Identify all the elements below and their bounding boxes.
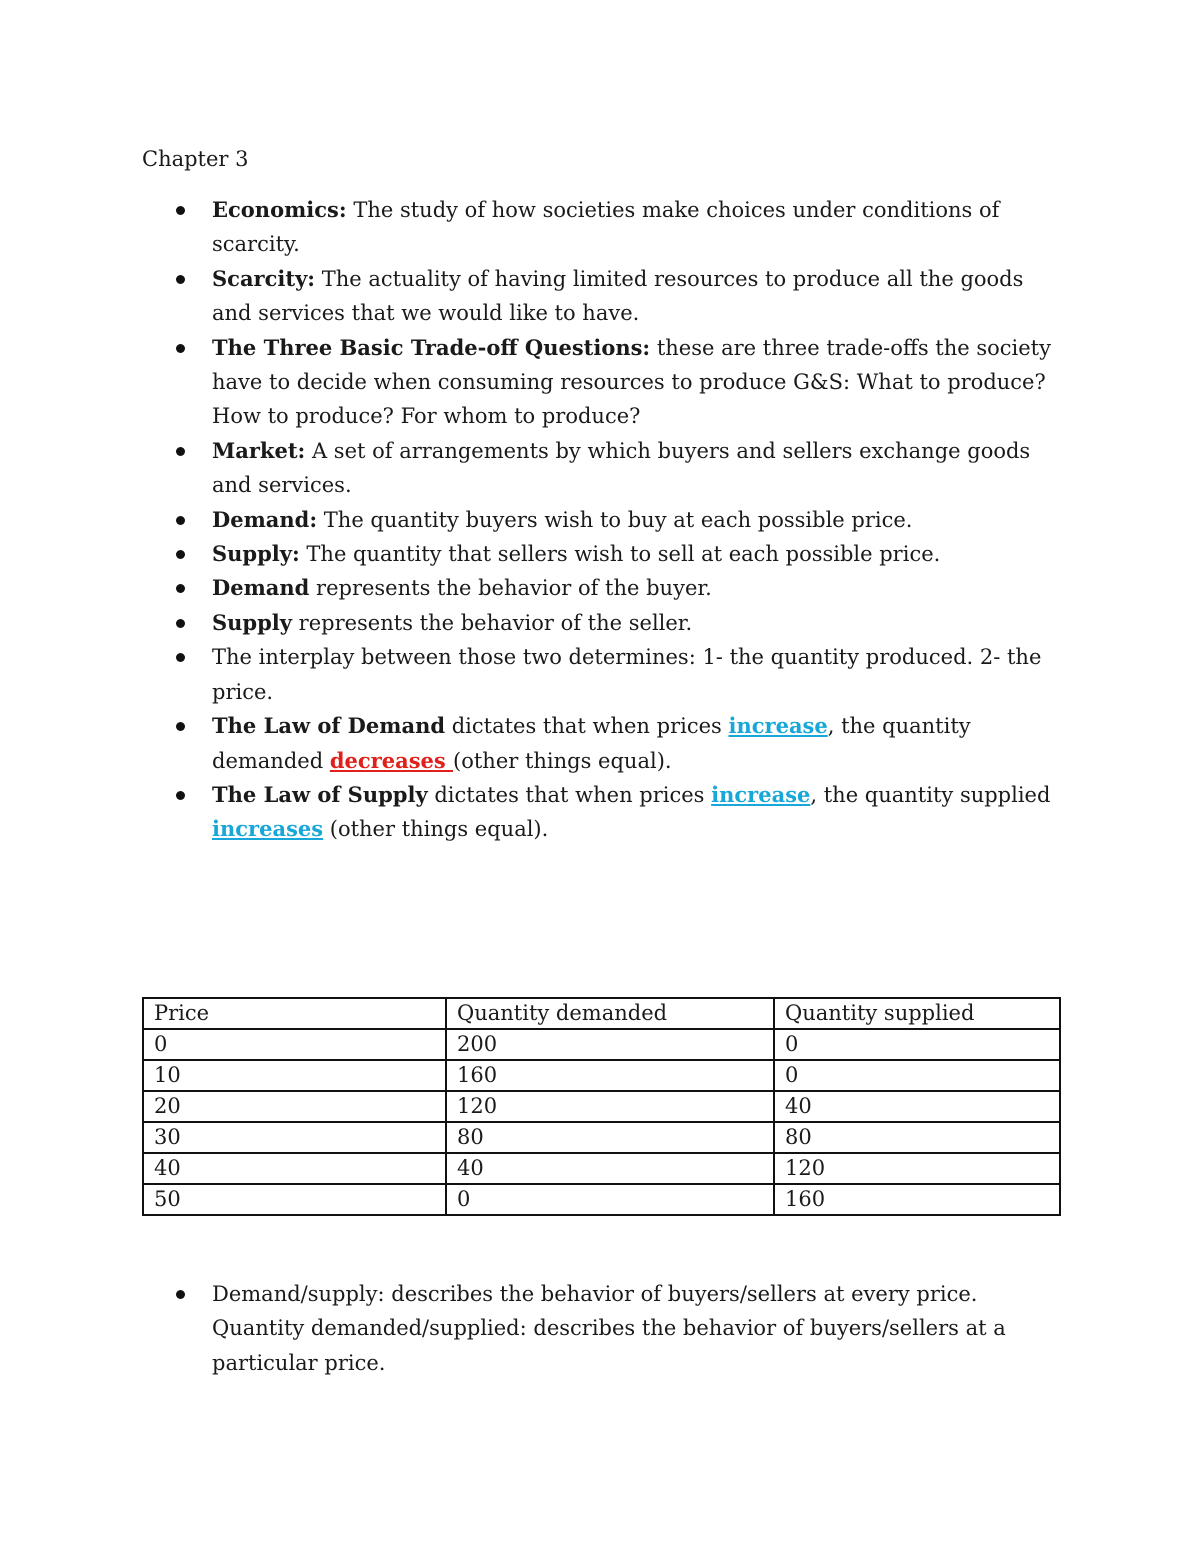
term: Market:: [212, 437, 306, 463]
table-cell: 40: [446, 1153, 774, 1184]
bullet-icon: [176, 447, 185, 456]
list-item: [142, 606, 1062, 640]
footer-list: [142, 1277, 1062, 1380]
table-cell: 160: [774, 1184, 1060, 1215]
supply-demand-table: [142, 997, 1061, 1216]
definition-text: represents the behavior of the buyer.: [309, 576, 712, 601]
law-text: , the quantity demanded: [212, 714, 971, 773]
bullet-icon: [176, 550, 185, 559]
definition-text: The quantity that sellers wish to sell at each possible price.: [299, 542, 941, 567]
table-cell: 80: [446, 1122, 774, 1153]
highlight-increases: increases: [212, 816, 324, 842]
table-header-row: [143, 998, 1060, 1029]
table-cell: 20: [143, 1091, 446, 1122]
table-cell: 50: [143, 1184, 446, 1215]
table-cell: 200: [446, 1029, 774, 1060]
term: The Three Basic Trade-off Questions:: [212, 334, 651, 360]
term: Demand: [212, 575, 310, 601]
chapter-title: Chapter 3: [142, 147, 249, 171]
table-cell: 0: [774, 1029, 1060, 1060]
list-item: [142, 193, 1062, 262]
table-cell: 10: [143, 1060, 446, 1091]
law-of-supply-item: [142, 778, 1062, 847]
bullet-icon: [176, 584, 185, 593]
highlight-increase: increase: [728, 713, 828, 739]
list-item: [142, 262, 1062, 331]
law-of-demand-term: The Law of Demand: [212, 713, 446, 739]
law-text: dictates that when prices: [427, 782, 712, 807]
header-cell-quantity-supplied: Quantity supplied: [774, 998, 1060, 1029]
table-cell: 40: [774, 1091, 1060, 1122]
definitions-list: [142, 193, 1062, 847]
table-cell: 40: [143, 1153, 446, 1184]
highlight-decreases: decreases: [329, 747, 454, 773]
bullet-icon: [176, 344, 185, 353]
term: Economics:: [212, 197, 347, 222]
list-item: [142, 434, 1062, 503]
law-text: , the quantity supplied: [810, 782, 1051, 807]
interplay-text: The interplay between those two determines: 1- the quantity produced. 2- the price.: [212, 645, 1042, 704]
definition-text: these are three trade-offs the society have to decide when consuming resources to produce G&S: What to produce? How to produce? For whom to produce?: [212, 335, 1051, 429]
table-row: [143, 1029, 1060, 1060]
footer-note: Demand/supply: describes the behavior of buyers/sellers at every price. Quantity demanded/supplied: describes the behavior of buyers/sellers at a particular price.: [212, 1282, 1006, 1375]
table-cell: 0: [446, 1184, 774, 1215]
law-of-demand-item: [142, 709, 1062, 778]
table-row: [143, 1122, 1060, 1153]
table-cell: 0: [143, 1029, 446, 1060]
table-row: [143, 1091, 1060, 1122]
definition-text: The study of how societies make choices under conditions of scarcity.: [212, 198, 1000, 257]
definition-text: The quantity buyers wish to buy at each possible price.: [317, 507, 913, 532]
definition-text: A set of arrangements by which buyers and sellers exchange goods and services.: [212, 438, 1031, 498]
highlight-increase: increase: [711, 781, 811, 807]
law-text: dictates that when prices: [445, 714, 729, 739]
list-item: [142, 571, 1062, 605]
list-item: [142, 640, 1062, 709]
table-cell: 30: [143, 1122, 446, 1153]
header-cell-quantity-demanded: Quantity demanded: [446, 998, 774, 1029]
table-row: [143, 1153, 1060, 1184]
table-cell: 0: [774, 1060, 1060, 1091]
table-cell: 120: [446, 1091, 774, 1122]
law-text: (other things equal).: [453, 748, 672, 773]
term: Supply: [212, 609, 292, 635]
list-item: [142, 1277, 1062, 1380]
definition-text: represents the behavior of the seller.: [291, 610, 693, 635]
table-cell: 120: [774, 1153, 1060, 1184]
list-item: [142, 537, 1062, 571]
table-row: [143, 1184, 1060, 1215]
table-cell: 160: [446, 1060, 774, 1091]
bullet-icon: [176, 722, 185, 731]
definition-text: The actuality of having limited resources to produce all the goods and services that we would like to have.: [212, 266, 1024, 326]
term: Demand:: [212, 506, 318, 532]
bullet-icon: [176, 206, 185, 215]
bullet-icon: [176, 619, 185, 628]
law-text: (other things equal).: [323, 817, 549, 842]
term: Scarcity:: [212, 265, 316, 291]
bullet-icon: [176, 1290, 185, 1299]
table-row: [143, 1060, 1060, 1091]
bullet-icon: [176, 516, 185, 525]
table-cell: 80: [774, 1122, 1060, 1153]
list-item: [142, 503, 1062, 537]
list-item: [142, 331, 1062, 434]
bullet-icon: [176, 275, 185, 284]
law-of-supply-term: The Law of Supply: [212, 781, 428, 807]
term: Supply:: [212, 541, 300, 567]
header-cell-price: Price: [143, 998, 446, 1029]
bullet-icon: [176, 653, 185, 662]
bullet-icon: [176, 791, 185, 800]
